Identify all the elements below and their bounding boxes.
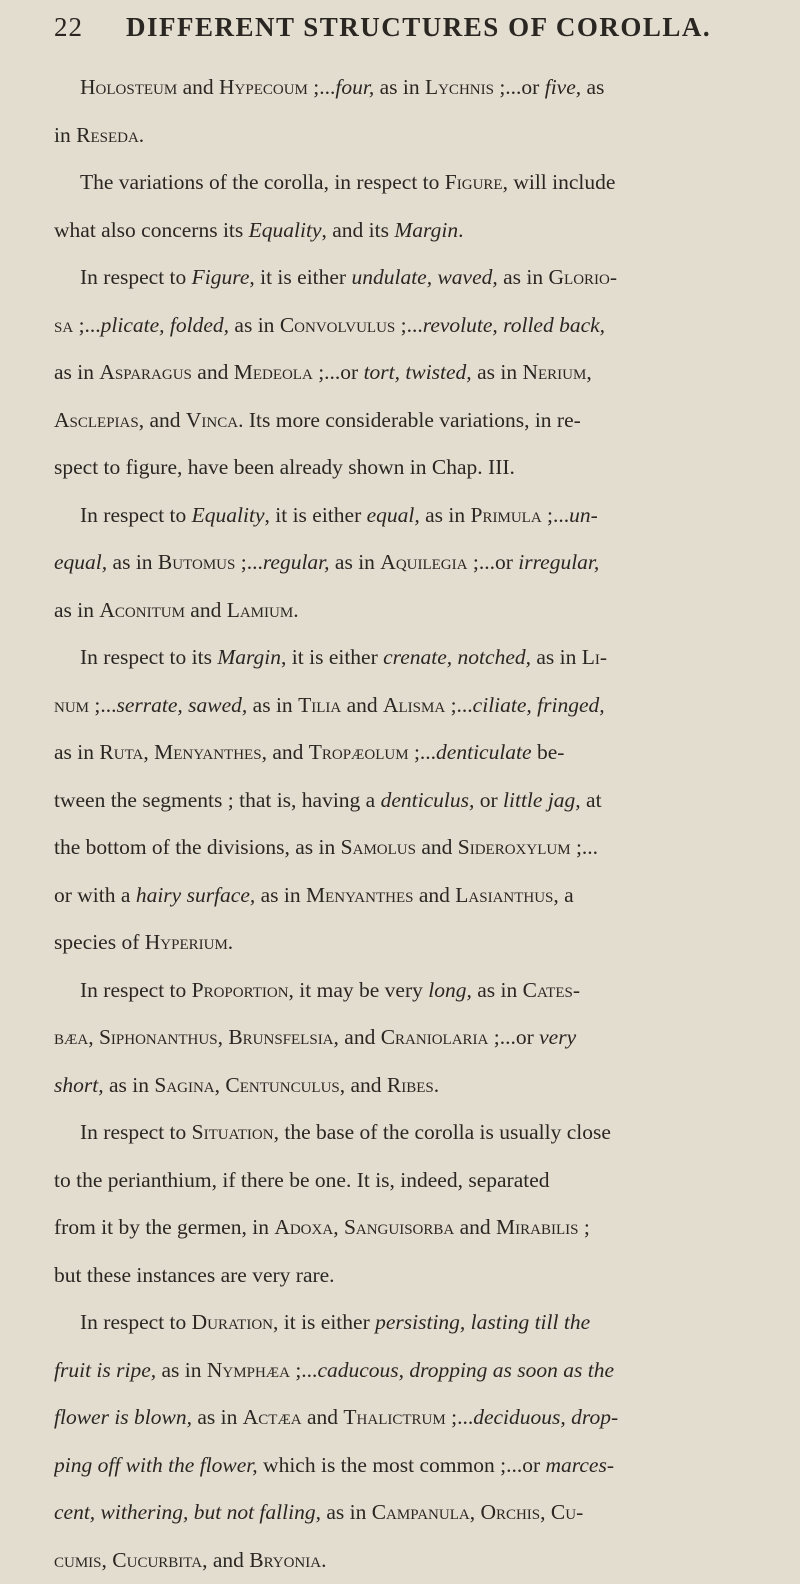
- text-run: ,: [102, 1548, 113, 1572]
- small-caps-text: Figure: [445, 170, 503, 194]
- italic-text: persisting, lasting till the: [375, 1310, 590, 1334]
- text-run: ;...: [308, 75, 335, 99]
- italic-text: fruit is ripe,: [54, 1358, 156, 1382]
- text-run: The variations of the corolla, in respect to: [80, 170, 445, 194]
- text-line: [54, 539, 760, 587]
- text-run: .: [321, 1548, 326, 1572]
- text-run: ;...: [571, 835, 598, 859]
- italic-text: undulate, waved,: [351, 265, 497, 289]
- text-line: [54, 1252, 760, 1300]
- text-run: as in: [54, 598, 99, 622]
- small-caps-text: Bryonia: [249, 1548, 321, 1572]
- text-line: [54, 1204, 760, 1252]
- text-run: what also concerns its: [54, 218, 249, 242]
- italic-text: Margin: [217, 645, 281, 669]
- small-caps-text: Vinca: [186, 408, 238, 432]
- small-caps-text: Asclepias: [54, 408, 139, 432]
- text-line: [54, 349, 760, 397]
- text-run: ,: [218, 1025, 229, 1049]
- text-run: In respect to: [80, 1120, 192, 1144]
- small-caps-text: Holosteum: [80, 75, 177, 99]
- text-run: ;...: [89, 693, 116, 717]
- text-run: In respect to: [80, 978, 192, 1002]
- small-caps-text: Lamium: [227, 598, 293, 622]
- text-run: , the base of the corolla is usually close: [274, 1120, 611, 1144]
- small-caps-text: Siphonanthus: [99, 1025, 218, 1049]
- text-line: [54, 159, 760, 207]
- small-caps-text: Primula: [471, 503, 542, 527]
- small-caps-text: Nerium: [522, 360, 586, 384]
- small-caps-text: Tropæolum: [309, 740, 409, 764]
- text-run: .: [228, 930, 233, 954]
- text-line: [54, 919, 760, 967]
- page-header: [54, 0, 760, 46]
- small-caps-text: Hyperium: [145, 930, 228, 954]
- text-run: ,: [540, 1500, 551, 1524]
- text-line: [54, 1489, 760, 1537]
- italic-text: hairy surface,: [136, 883, 255, 907]
- text-line: [54, 112, 760, 160]
- text-run: as in: [374, 75, 425, 99]
- text-line: [54, 872, 760, 920]
- text-run: , a: [553, 883, 573, 907]
- text-run: In respect to: [80, 265, 192, 289]
- small-caps-text: Convolvulus: [280, 313, 395, 337]
- text-run: be-: [532, 740, 565, 764]
- italic-text: short,: [54, 1073, 104, 1097]
- small-caps-text: Butomus: [158, 550, 235, 574]
- italic-text: irregular,: [518, 550, 599, 574]
- small-caps-text: Lasianthus: [455, 883, 553, 907]
- text-line: [54, 1157, 760, 1205]
- text-run: ;...: [446, 1405, 473, 1429]
- text-line: [54, 587, 760, 635]
- text-run: ;...: [395, 313, 422, 337]
- text-run: as in: [54, 740, 99, 764]
- italic-text: ciliate, fringed,: [473, 693, 605, 717]
- text-run: as in: [54, 360, 99, 384]
- small-caps-text: Menyanthes: [306, 883, 413, 907]
- text-run: as in: [192, 1405, 243, 1429]
- text-run: as in: [104, 1073, 155, 1097]
- text-line: [54, 1062, 760, 1110]
- small-caps-text: Campanula: [372, 1500, 470, 1524]
- text-run: as in: [472, 360, 523, 384]
- text-line: [54, 1537, 760, 1584]
- text-line: [54, 254, 760, 302]
- small-caps-text: Samolus: [341, 835, 416, 859]
- small-caps-text: Adoxa: [274, 1215, 333, 1239]
- small-caps-text: Menyanthes: [154, 740, 261, 764]
- text-line: [54, 64, 760, 112]
- text-run: and: [416, 835, 458, 859]
- text-line: [54, 1299, 760, 1347]
- text-run: ;...: [73, 313, 100, 337]
- text-run: , it is either: [281, 645, 383, 669]
- text-run: .: [293, 598, 298, 622]
- italic-text: very: [539, 1025, 576, 1049]
- text-run: as in: [531, 645, 582, 669]
- text-line: [54, 1347, 760, 1395]
- text-run: and: [177, 75, 219, 99]
- small-caps-text: Nymphæa: [207, 1358, 290, 1382]
- text-run: at: [581, 788, 602, 812]
- text-run: , and: [334, 1025, 381, 1049]
- small-caps-text: Brunsfelsia: [228, 1025, 333, 1049]
- small-caps-text: Glorio-: [549, 265, 618, 289]
- text-run: which is the most common ;...or: [258, 1453, 546, 1477]
- small-caps-text: Sagina: [154, 1073, 214, 1097]
- small-caps-text: Proportion: [192, 978, 289, 1002]
- text-run: as in: [156, 1358, 207, 1382]
- text-run: tween the segments ; that is, having a: [54, 788, 381, 812]
- small-caps-text: Ribes: [387, 1073, 434, 1097]
- italic-text: crenate, notched,: [383, 645, 531, 669]
- text-run: , and: [202, 1548, 249, 1572]
- small-caps-text: Li-: [582, 645, 607, 669]
- small-caps-text: Medeola: [234, 360, 313, 384]
- text-line: [54, 302, 760, 350]
- italic-text: Margin: [394, 218, 458, 242]
- text-run: ,: [586, 360, 591, 384]
- text-line: [54, 1109, 760, 1157]
- text-run: to the perianthium, if there be one. It is, indeed, separated: [54, 1168, 550, 1192]
- text-line: [54, 397, 760, 445]
- text-line: [54, 1014, 760, 1062]
- text-run: .: [139, 123, 144, 147]
- small-caps-text: Ruta: [99, 740, 143, 764]
- text-run: In respect to: [80, 1310, 192, 1334]
- italic-text: equal,: [367, 503, 420, 527]
- text-run: . Its more considerable variations, in re-: [238, 408, 581, 432]
- italic-text: deciduous, drop-: [473, 1405, 618, 1429]
- italic-text: denticulus,: [381, 788, 475, 812]
- text-run: as in: [321, 1500, 372, 1524]
- text-run: ,: [88, 1025, 99, 1049]
- text-run: In respect to: [80, 503, 192, 527]
- text-run: , it may be very: [289, 978, 429, 1002]
- text-run: ,: [215, 1073, 226, 1097]
- text-run: or: [474, 788, 503, 812]
- text-line: [54, 444, 760, 492]
- text-run: , and: [340, 1073, 387, 1097]
- italic-text: equal,: [54, 550, 107, 574]
- small-caps-text: Actæa: [243, 1405, 302, 1429]
- text-run: and: [302, 1405, 344, 1429]
- small-caps-text: Aquilegia: [380, 550, 467, 574]
- italic-text: Equality: [249, 218, 322, 242]
- small-caps-text: Tilia: [298, 693, 341, 717]
- italic-text: serrate, sawed,: [117, 693, 248, 717]
- text-run: or with a: [54, 883, 136, 907]
- text-run: as in: [247, 693, 298, 717]
- text-run: ;...: [445, 693, 472, 717]
- text-run: in: [54, 123, 76, 147]
- small-caps-text: Cu-: [551, 1500, 583, 1524]
- italic-text: caducous, dropping as soon as the: [317, 1358, 614, 1382]
- italic-text: little jag,: [503, 788, 581, 812]
- small-caps-text: Orchis: [480, 1500, 540, 1524]
- text-run: .: [434, 1073, 439, 1097]
- text-line: [54, 634, 760, 682]
- italic-text: four,: [335, 75, 374, 99]
- small-caps-text: Sanguisorba: [344, 1215, 454, 1239]
- text-run: spect to figure, have been already shown in Chap. III.: [54, 455, 515, 479]
- text-run: as in: [330, 550, 381, 574]
- text-line: [54, 1442, 760, 1490]
- italic-text: five,: [545, 75, 581, 99]
- text-run: from it by the germen, in: [54, 1215, 274, 1239]
- italic-text: plicate, folded,: [101, 313, 229, 337]
- italic-text: regular,: [263, 550, 330, 574]
- small-caps-text: Centunculus: [225, 1073, 339, 1097]
- running-head: DIFFERENT STRUCTURES OF COROLLA.: [126, 12, 711, 43]
- text-run: as in: [107, 550, 158, 574]
- small-caps-text: cumis: [54, 1548, 102, 1572]
- small-caps-text: sa: [54, 313, 73, 337]
- text-run: , it is either: [249, 265, 351, 289]
- text-run: and: [192, 360, 234, 384]
- text-run: ;...: [409, 740, 436, 764]
- small-caps-text: Asparagus: [99, 360, 192, 384]
- text-run: In respect to its: [80, 645, 217, 669]
- text-run: ;...: [290, 1358, 317, 1382]
- text-run: ;...or: [494, 75, 545, 99]
- text-run: ;...or: [313, 360, 364, 384]
- text-run: , and: [262, 740, 309, 764]
- text-run: .: [458, 218, 463, 242]
- italic-text: un-: [569, 503, 598, 527]
- small-caps-text: Cates-: [523, 978, 580, 1002]
- small-caps-text: Aconitum: [99, 598, 185, 622]
- text-line: [54, 492, 760, 540]
- small-caps-text: bæa: [54, 1025, 88, 1049]
- small-caps-text: Duration: [192, 1310, 273, 1334]
- text-run: , will include: [503, 170, 616, 194]
- text-run: as in: [255, 883, 306, 907]
- italic-text: tort, twisted,: [364, 360, 472, 384]
- text-line: [54, 1394, 760, 1442]
- text-line: [54, 967, 760, 1015]
- text-run: ;...or: [467, 550, 518, 574]
- text-run: the bottom of the divisions, as in: [54, 835, 341, 859]
- small-caps-text: Situation: [192, 1120, 274, 1144]
- small-caps-text: Lychnis: [425, 75, 494, 99]
- text-run: ,: [470, 1500, 481, 1524]
- small-caps-text: num: [54, 693, 89, 717]
- text-run: ;...: [235, 550, 262, 574]
- text-run: ;: [579, 1215, 590, 1239]
- italic-text: flower is blown,: [54, 1405, 192, 1429]
- italic-text: cent, withering, but not falling,: [54, 1500, 321, 1524]
- text-run: ;...or: [488, 1025, 539, 1049]
- text-run: as in: [229, 313, 280, 337]
- text-line: [54, 682, 760, 730]
- body-text: [54, 64, 760, 1584]
- small-caps-text: Mirabilis: [496, 1215, 578, 1239]
- text-run: as in: [420, 503, 471, 527]
- italic-text: ping off with the flower,: [54, 1453, 258, 1477]
- text-run: , it is either: [265, 503, 367, 527]
- text-run: ,: [143, 740, 154, 764]
- italic-text: Equality: [192, 503, 265, 527]
- text-run: and: [413, 883, 455, 907]
- text-run: , it is either: [273, 1310, 375, 1334]
- text-run: as in: [472, 978, 523, 1002]
- text-run: as in: [498, 265, 549, 289]
- text-run: and: [454, 1215, 496, 1239]
- text-run: ,: [333, 1215, 344, 1239]
- text-run: and: [341, 693, 383, 717]
- text-run: and: [185, 598, 227, 622]
- italic-text: marces-: [546, 1453, 614, 1477]
- text-line: [54, 777, 760, 825]
- text-run: but these instances are very rare.: [54, 1263, 335, 1287]
- text-run: , and: [139, 408, 186, 432]
- italic-text: revolute, rolled back,: [423, 313, 605, 337]
- text-run: , and its: [322, 218, 395, 242]
- text-run: as: [581, 75, 604, 99]
- small-caps-text: Craniolaria: [381, 1025, 489, 1049]
- text-run: species of: [54, 930, 145, 954]
- text-line: [54, 207, 760, 255]
- small-caps-text: Reseda: [76, 123, 139, 147]
- page-number: 22: [54, 12, 126, 43]
- text-line: [54, 729, 760, 777]
- small-caps-text: Hypecoum: [219, 75, 308, 99]
- text-line: [54, 824, 760, 872]
- italic-text: long,: [428, 978, 472, 1002]
- small-caps-text: Sideroxylum: [458, 835, 571, 859]
- small-caps-text: Alisma: [383, 693, 445, 717]
- small-caps-text: Thalictrum: [343, 1405, 445, 1429]
- italic-text: Figure: [192, 265, 250, 289]
- text-run: ;...: [542, 503, 569, 527]
- small-caps-text: Cucurbita: [112, 1548, 202, 1572]
- italic-text: denticulate: [436, 740, 532, 764]
